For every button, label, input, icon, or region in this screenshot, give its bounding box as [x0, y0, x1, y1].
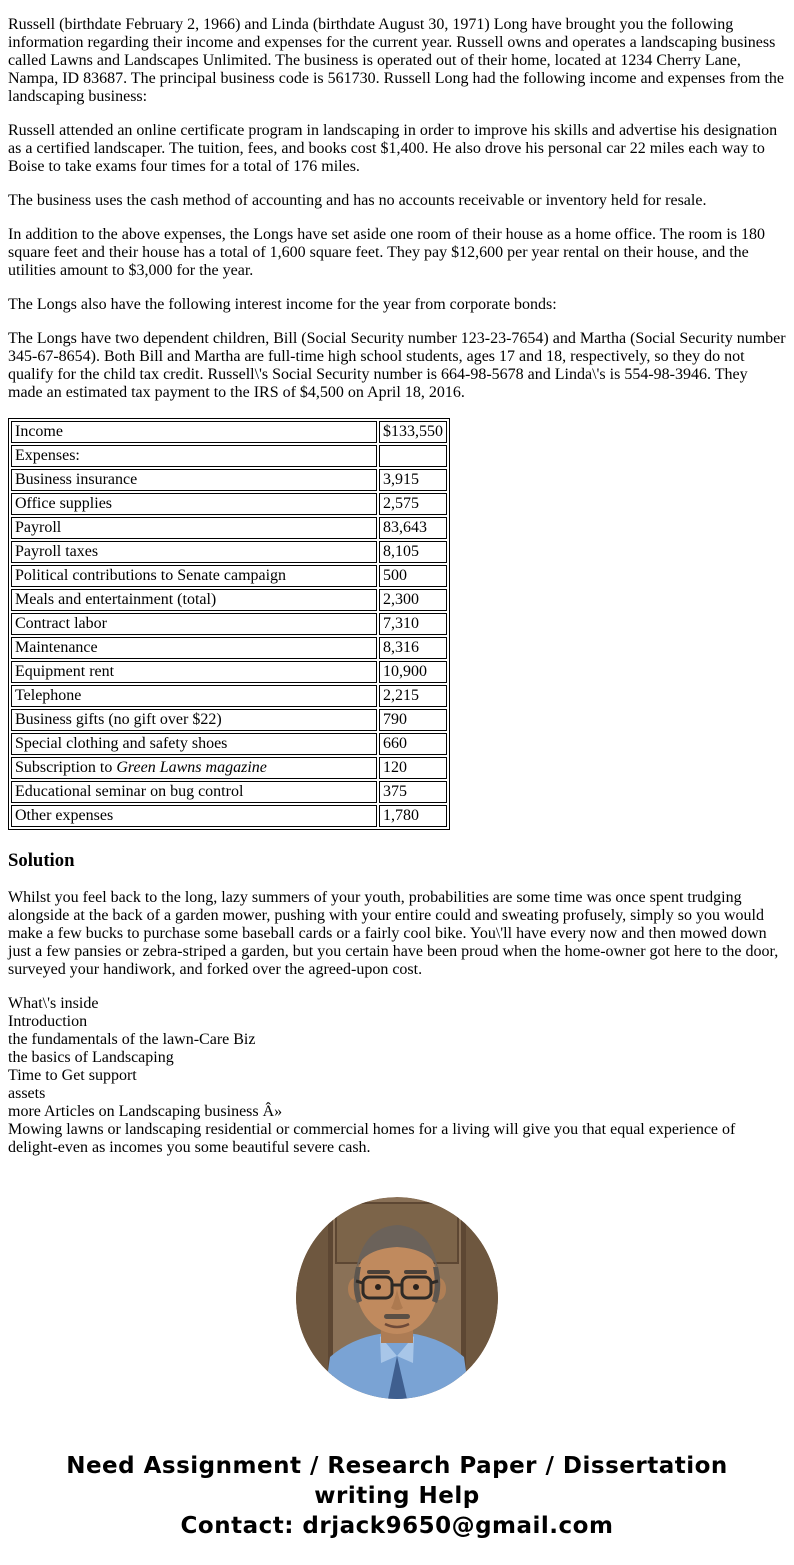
- table-row: [11, 805, 447, 827]
- expense-value-cell: 500: [379, 565, 447, 587]
- expense-value-cell: 3,915: [379, 469, 447, 491]
- expense-value-cell: [379, 445, 447, 467]
- intro-paragraph-3: The business uses the cash method of accounting and has no accounts receivable or inventory held for resale.: [8, 192, 707, 209]
- expense-value-cell: 2,215: [379, 685, 447, 707]
- text-line: the basics of Landscaping: [8, 1049, 174, 1066]
- expense-label-cell: Business gifts (no gift over $22): [11, 709, 377, 731]
- expense-value-cell: 8,105: [379, 541, 447, 563]
- footer-heading-line-1: Need Assignment / Research Paper / Dissertation: [66, 1453, 728, 1479]
- expense-value-cell: 120: [379, 757, 447, 779]
- expense-value-cell: 7,310: [379, 613, 447, 635]
- footer-contact-email: Contact: drjack9650@gmail.com: [180, 1513, 614, 1539]
- table-row: [11, 589, 447, 611]
- expense-label-cell: Telephone: [11, 685, 377, 707]
- expense-label-cell: Subscription to Green Lawns magazine: [11, 757, 377, 779]
- expense-value-cell: 1,780: [379, 805, 447, 827]
- table-row: [11, 421, 447, 443]
- expense-value-cell: $133,550: [379, 421, 447, 443]
- intro-paragraph-6: The Longs have two dependent children, Bill (Social Security number 123-23-7654) and Martha (Social Security number 345-67-8654). Both Bill and Martha are full-time high school students, ages 17 and 18, respectively, so they do not qualify for the child tax credit. Russell\'s Social Security number is 664-98-5678 and Linda\'s is 554-98-3946. They made an estimated tax payment to the IRS of $4,500 on April 18, 2016.: [8, 330, 786, 401]
- table-row: [11, 637, 447, 659]
- table-row: [11, 541, 447, 563]
- text-line: What\'s inside: [8, 995, 99, 1012]
- intro-paragraph-2: Russell attended an online certificate program in landscaping in order to improve his skills and advertise his designation as a certified landscaper. The tuition, fees, and books cost $1,400. He also drove his personal car 22 miles each way to Boise to take exams four times for a total of 176 miles.: [8, 122, 778, 175]
- income-expense-table: [8, 418, 450, 830]
- magazine-title: Green Lawns magazine: [116, 759, 267, 776]
- expense-label-cell: Payroll: [11, 517, 377, 539]
- text-line: assets: [8, 1085, 46, 1102]
- table-row: [11, 781, 447, 803]
- portrait-wrapper: [8, 1197, 786, 1399]
- expense-label-cell: Meals and entertainment (total): [11, 589, 377, 611]
- table-row: [11, 517, 447, 539]
- table-row: [11, 493, 447, 515]
- expense-value-cell: 790: [379, 709, 447, 731]
- expense-label-cell: Income: [11, 421, 377, 443]
- text-line: more Articles on Landscaping business Â»: [8, 1103, 283, 1120]
- table-row: [11, 445, 447, 467]
- expense-label-cell: Educational seminar on bug control: [11, 781, 377, 803]
- table-row: [11, 661, 447, 683]
- tutor-portrait-illustration: [296, 1197, 498, 1399]
- table-row: [11, 613, 447, 635]
- solution-paragraph: Whilst you feel back to the long, lazy summers of your youth, probabilities are some time was once spent trudging alongside at the back of a garden mower, pushing with your entire could and sweating profusely, simply so you would make a few bucks to purchase some baseball cards or a fairly cool bike. You\'ll have every now and then mowed down just a few pansies or zebra-striped a garden, but you certain have been proud when the home-owner got here to the door, surveyed your handiwork, and forked over the agreed-upon cost.: [8, 889, 779, 978]
- expense-value-cell: 2,300: [379, 589, 447, 611]
- table-row: [11, 757, 447, 779]
- table-row: [11, 709, 447, 731]
- text-line: the fundamentals of the lawn-Care Biz: [8, 1031, 256, 1048]
- intro-paragraph-1: Russell (birthdate February 2, 1966) and Linda (birthdate August 30, 1971) Long have brought you the following information regarding their income and expenses for the current year. Russell owns and operates a landscaping business called Lawns and Landscapes Unlimited. The business is operated out of their home, located at 1234 Cherry Lane, Nampa, ID 83687. The principal business code is 561730. Russell Long had the following income and expenses from the landscaping business:: [8, 16, 784, 105]
- text-line: Mowing lawns or landscaping residential or commercial homes for a living will give you that equal experience of delight-even as incomes you some beautiful severe cash.: [8, 1121, 736, 1156]
- expense-label-cell: Business insurance: [11, 469, 377, 491]
- intro-paragraph-5: The Longs also have the following interest income for the year from corporate bonds:: [8, 296, 557, 313]
- footer-heading-line-2: writing Help: [314, 1483, 480, 1509]
- expense-label-cell: Special clothing and safety shoes: [11, 733, 377, 755]
- contents-block: [8, 995, 786, 1157]
- expense-value-cell: 83,643: [379, 517, 447, 539]
- expense-label-cell: Equipment rent: [11, 661, 377, 683]
- expense-value-cell: 375: [379, 781, 447, 803]
- tutor-photo: [296, 1197, 498, 1399]
- expense-label-cell: Maintenance: [11, 637, 377, 659]
- expense-label-cell: Payroll taxes: [11, 541, 377, 563]
- text-line: Introduction: [8, 1013, 88, 1030]
- table-row: [11, 565, 447, 587]
- expense-label-cell: Political contributions to Senate campaign: [11, 565, 377, 587]
- table-row: [11, 469, 447, 491]
- table-row: [11, 685, 447, 707]
- expense-label-cell: Contract labor: [11, 613, 377, 635]
- footer-banner: [8, 1451, 786, 1541]
- solution-heading: Solution: [8, 850, 75, 871]
- intro-paragraph-4: In addition to the above expenses, the Longs have set aside one room of their house as a home office. The room is 180 square feet and their house has a total of 1,600 square feet. They pay $12,600 per year rental on their house, and the utilities amount to $3,000 for the year.: [8, 226, 765, 279]
- expense-value-cell: 8,316: [379, 637, 447, 659]
- expense-label-cell: Other expenses: [11, 805, 377, 827]
- text-line: Time to Get support: [8, 1067, 137, 1084]
- income-expense-table-body: [11, 421, 447, 827]
- expense-label-cell: Office supplies: [11, 493, 377, 515]
- expense-value-cell: 660: [379, 733, 447, 755]
- table-row: [11, 733, 447, 755]
- document-page: [8, 16, 786, 1541]
- expense-label-cell: Expenses:: [11, 445, 377, 467]
- expense-value-cell: 10,900: [379, 661, 447, 683]
- expense-value-cell: 2,575: [379, 493, 447, 515]
